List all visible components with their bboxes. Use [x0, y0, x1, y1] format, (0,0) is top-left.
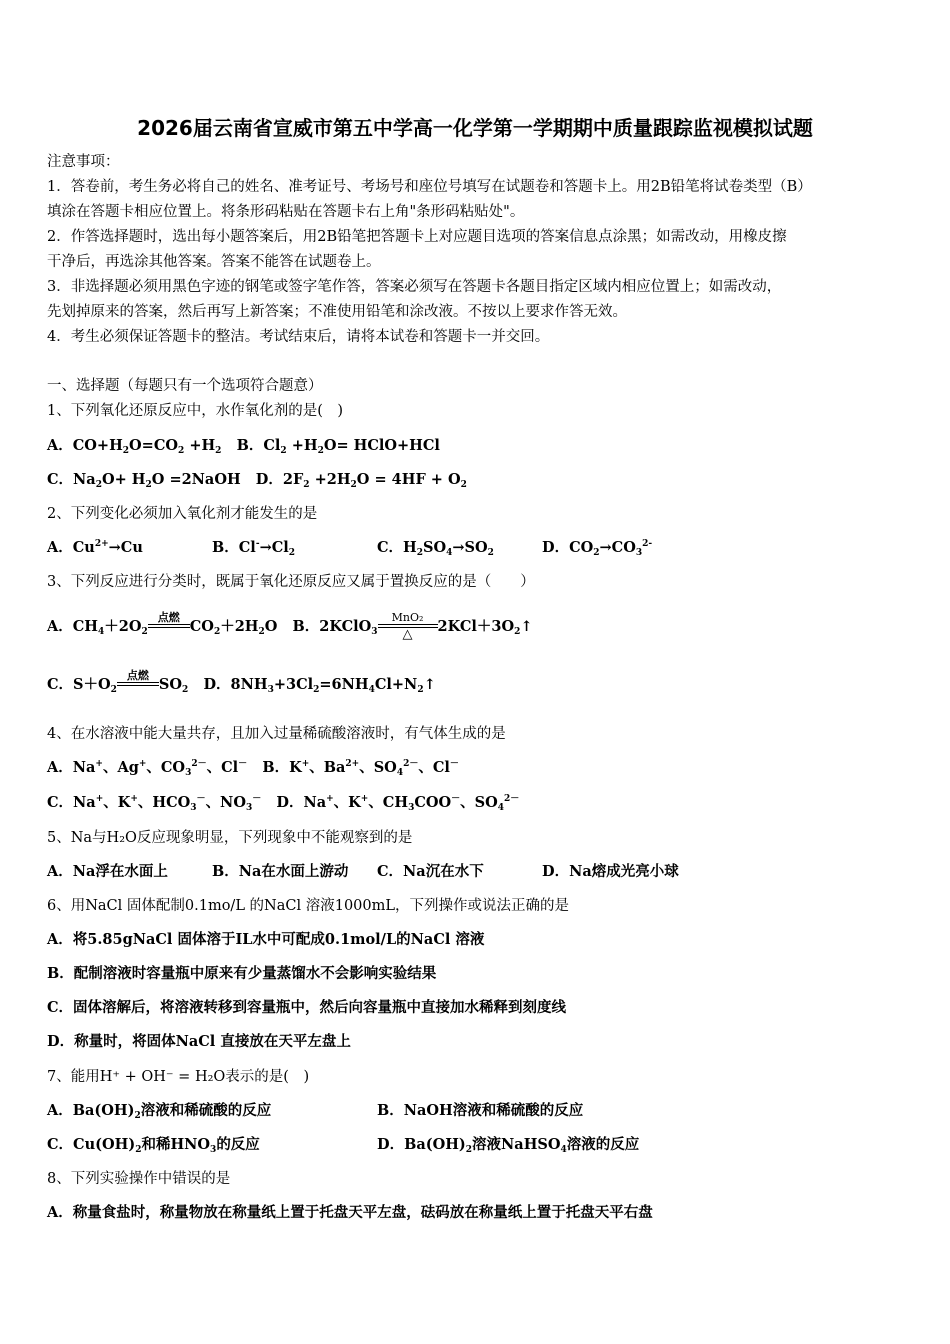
q5-options: A．Na浮在水面上 B．Na在水面上游动 C．Na沉在水下 D．Na熔成光亮小球 [47, 863, 679, 880]
question-6: 6、用NaCl 固体配制0.1mo/L 的NaCl 溶液1000mL，下列操作或说法正确的是 [47, 898, 570, 914]
question-8: 8、下列实验操作中错误的是 [47, 1171, 231, 1187]
question-7: 7、能用H⁺ + OH⁻ = H₂O表示的是( ) [47, 1069, 310, 1085]
q6-option-d: D．称量时，将固体NaCl 直接放在天平左盘上 [47, 1033, 351, 1050]
notice-line: 2．作答选择题时，选出每小题答案后，用2B铅笔把答题卡上对应题目选项的答案信息点涂黑；如需改动，用橡皮擦 [47, 229, 787, 245]
question-3: 3、下列反应进行分类时，既属于氧化还原反应又属于置换反应的是（ ） [47, 574, 535, 590]
q3-options-cd: C．$S+O_2$ 点燃 $SO_2$ D．$8NH_3+3Cl_2=6NH_4Cl+N_2↑$ [47, 669, 436, 695]
catalyst-condition: MnO₂ [391, 611, 424, 624]
notice-line: 4．考生必须保证答题卡的整洁。考试结束后，请将本试卷和答题卡一并交回。 [47, 329, 550, 345]
q6-option-c: C．固体溶解后，将溶液转移到容量瓶中，然后向容量瓶中直接加水稀释到刻度线 [47, 999, 567, 1016]
question-5: 5、Na与H₂O反应现象明显，下列现象中不能观察到的是 [47, 830, 413, 846]
question-4: 4、在水溶液中能大量共存，且加入过量稀硫酸溶液时，有气体生成的是 [47, 726, 506, 742]
q3-options-ab: A．$CH_4+2O_2$ 点燃 $CO_2+2H_2O$ B．2KClO$_3$ MnO₂ △ $2KCl+3O_2↑$ [47, 611, 533, 642]
section-heading: 一、选择题（每题只有一个选项符合题意） [47, 378, 323, 394]
notice-line: 3．非选择题必须用黑色字迹的钢笔或签字笔作答，答案必须写在答题卡各题目指定区域内相应位置上；如需改动， [47, 279, 782, 295]
question-2: 2、下列变化必须加入氧化剂才能发生的是 [47, 506, 318, 522]
q1-options-cd: C．$Na_2O+ H_2O$ =2NaOH D．$2F_2 +2H_2O = 4HF + O_2$ [47, 471, 467, 490]
ignite-condition: 点燃 [157, 611, 180, 624]
heat-condition: △ [402, 627, 413, 642]
notice-line: 1．答卷前，考生务必将自己的姓名、准考证号、考场号和座位号填写在试题卷和答题卡上。用2B铅笔将试卷类型（B） [47, 179, 812, 195]
q4-options-cd: C．Na+、K+、$HCO_3^-$、$NO_3^-$ D．Na+、K+、$CH_3COO^-$、$SO_4^{2-}$ [47, 794, 520, 813]
q4-options-ab: A．Na+、Ag+、$CO_3^{2-}$、Cl－ B．K+、$Ba^{2+}$、$SO_4^{2-}$、Cl－ [47, 759, 459, 778]
notice-line: 先划掉原来的答案，然后再写上新答案；不准使用铅笔和涂改液。不按以上要求作答无效。 [47, 304, 627, 320]
ignite-condition: 点燃 [126, 669, 149, 682]
question-1: 1、下列氧化还原反应中，水作氧化剂的是( ) [47, 403, 344, 419]
page-title: 2026届云南省宣威市第五中学高一化学第一学期期中质量跟踪监视模拟试题 [137, 116, 813, 140]
q2-options: A．$Cu^{2+}\to Cu$ B．$Cl^-\to Cl_2$ C．$H_2SO_4\to SO_2$ D．$CO_2\to CO_3^{2-}$ [47, 539, 653, 558]
notice-line: 干净后，再选涂其他答案。答案不能答在试题卷上。 [47, 254, 381, 270]
q8-option-a: A．称量食盐时，称量物放在称量纸上置于托盘天平左盘，砝码放在称量纸上置于托盘天平右盘 [47, 1204, 653, 1221]
q6-option-a: A．将5.85gNaCl 固体溶于IL水中可配成0.1mol/L的NaCl 溶液 [47, 931, 485, 948]
notice-heading: 注意事项： [47, 154, 120, 170]
q6-option-b: B．配制溶液时容量瓶中原来有少量蒸馏水不会影响实验结果 [47, 965, 437, 982]
q1-options-ab: A．$CO+H_2O=CO_2 +H_2$ B．$Cl_2 +H_2O=$ HClO+HCl [47, 437, 440, 456]
q7-options-cd: C．$Cu(OH)_2$和稀$HNO_3$的反应 D．$Ba(OH)_2$溶液NaHSO$_4$溶液的反应 [47, 1136, 640, 1155]
notice-line: 填涂在答题卡相应位置上。将条形码粘贴在答题卡右上角"条形码粘贴处"。 [47, 204, 525, 220]
q7-options-ab: A．$Ba(OH)_2$溶液和稀硫酸的反应 B．NaOH溶液和稀硫酸的反应 [47, 1102, 584, 1121]
